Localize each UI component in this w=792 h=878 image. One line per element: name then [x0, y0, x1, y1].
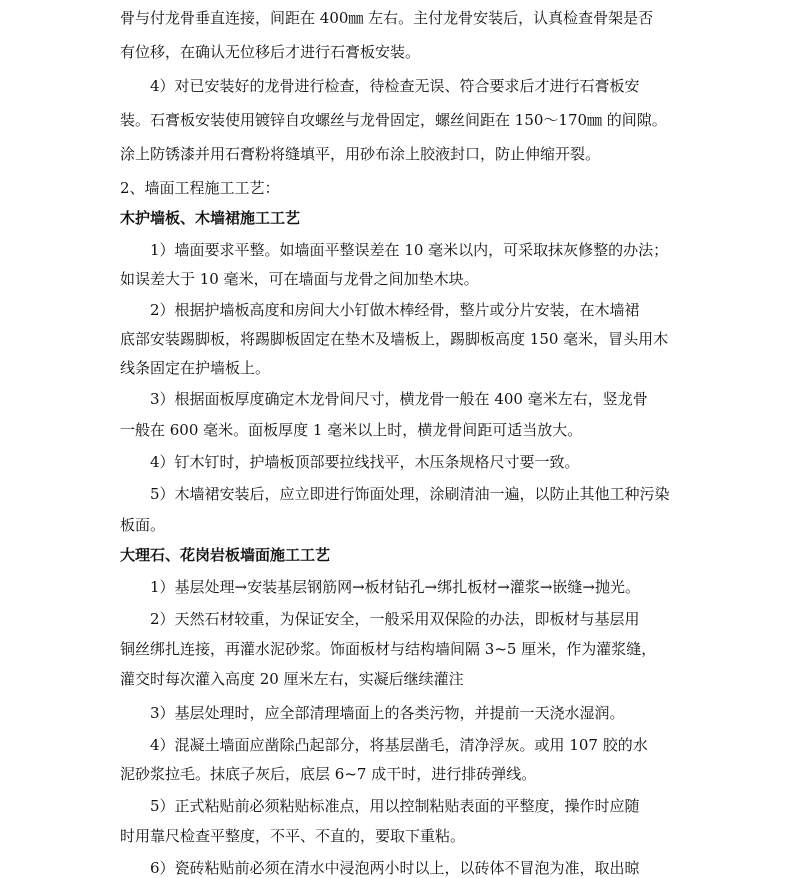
text-line: 铜丝绑扎连接，再灌水泥砂浆。饰面板材与结构墙间隔 3~5 厘米，作为灌浆缝， — [120, 640, 657, 658]
text-line: 5）正式粘贴前必须粘贴标准点，用以控制粘贴表面的平整度，操作时应随 — [150, 797, 640, 815]
text-line: 4）对已安装好的龙骨进行检查，待检查无误、符合要求后才进行石膏板安 — [150, 77, 640, 95]
section-heading: 2、墙面工程施工工艺： — [120, 179, 280, 197]
subsection-heading: 木护墙板、木墙裙施工工艺 — [120, 209, 301, 227]
text-line: 5）木墙裙安装后，应立即进行饰面处理，涂刷清油一遍，以防止其他工种污染 — [150, 485, 670, 503]
subsection-heading: 大理石、花岗岩板墙面施工工艺 — [120, 546, 331, 564]
text-line: 6）瓷砖粘贴前必须在清水中浸泡两小时以上，以砖体不冒泡为准，取出晾 — [150, 859, 640, 877]
text-line: 2）根据护墙板高度和房间大小钉做木棒经骨，整片或分片安装，在木墙裙 — [150, 301, 640, 319]
text-line: 泥砂浆拉毛。抹底子灰后，底层 6~7 成干时，进行排砖弹线。 — [120, 765, 537, 783]
text-line: 1）墙面要求平整。如墙面平整误差在 10 毫米以内，可采取抹灰修整的办法； — [150, 241, 669, 259]
text-line: 3）基层处理时，应全部清理墙面上的各类污物，并提前一天浇水湿润。 — [150, 704, 625, 722]
text-line: 装。石膏板安装使用镀锌自攻螺丝与龙骨固定，螺丝间距在 150～170㎜ 的间隙。 — [120, 111, 667, 129]
text-line: 涂上防锈漆并用石膏粉将缝填平，用砂布涂上胶液封口，防止伸缩开裂。 — [120, 145, 601, 163]
text-line: 骨与付龙骨垂直连接，间距在 400㎜ 左右。主付龙骨安装后，认真检查骨架是否 — [120, 9, 654, 27]
text-line: 4）混凝土墙面应凿除凸起部分，将基层凿毛，清净浮灰。或用 107 胶的水 — [150, 736, 648, 754]
text-line: 线条固定在护墙板上。 — [120, 359, 271, 377]
text-line: 板面。 — [120, 516, 166, 534]
text-line: 1）基层处理→安装基层钢筋网→板材钻孔→绑扎板材→灌浆→嵌缝→抛光。 — [150, 578, 640, 596]
text-line: 底部安装踢脚板，将踢脚板固定在垫木及墙板上，踢脚板高度 150 毫米，冒头用木 — [120, 330, 669, 348]
text-line: 2）天然石材较重，为保证安全，一般采用双保险的办法，即板材与基层用 — [150, 610, 640, 628]
text-line: 有位移，在确认无位移后才进行石膏板安装。 — [120, 43, 421, 61]
text-line: 4）钉木钉时，护墙板顶部要拉线找平，木压条规格尺寸要一致。 — [150, 453, 580, 471]
text-line: 灌交时每次灌入高度 20 厘米左右，实凝后继续灌注 — [120, 670, 464, 688]
text-line: 如误差大于 10 毫米，可在墙面与龙骨之间加垫木块。 — [120, 270, 479, 288]
text-line: 一般在 600 毫米。面板厚度 1 毫米以上时，横龙骨间距可适当放大。 — [120, 421, 583, 439]
text-line: 3）根据面板厚度确定木龙骨间尺寸，横龙骨一般在 400 毫米左右，竖龙骨 — [150, 390, 648, 408]
text-line: 时用靠尺检查平整度，不平、不直的，要取下重粘。 — [120, 827, 466, 845]
